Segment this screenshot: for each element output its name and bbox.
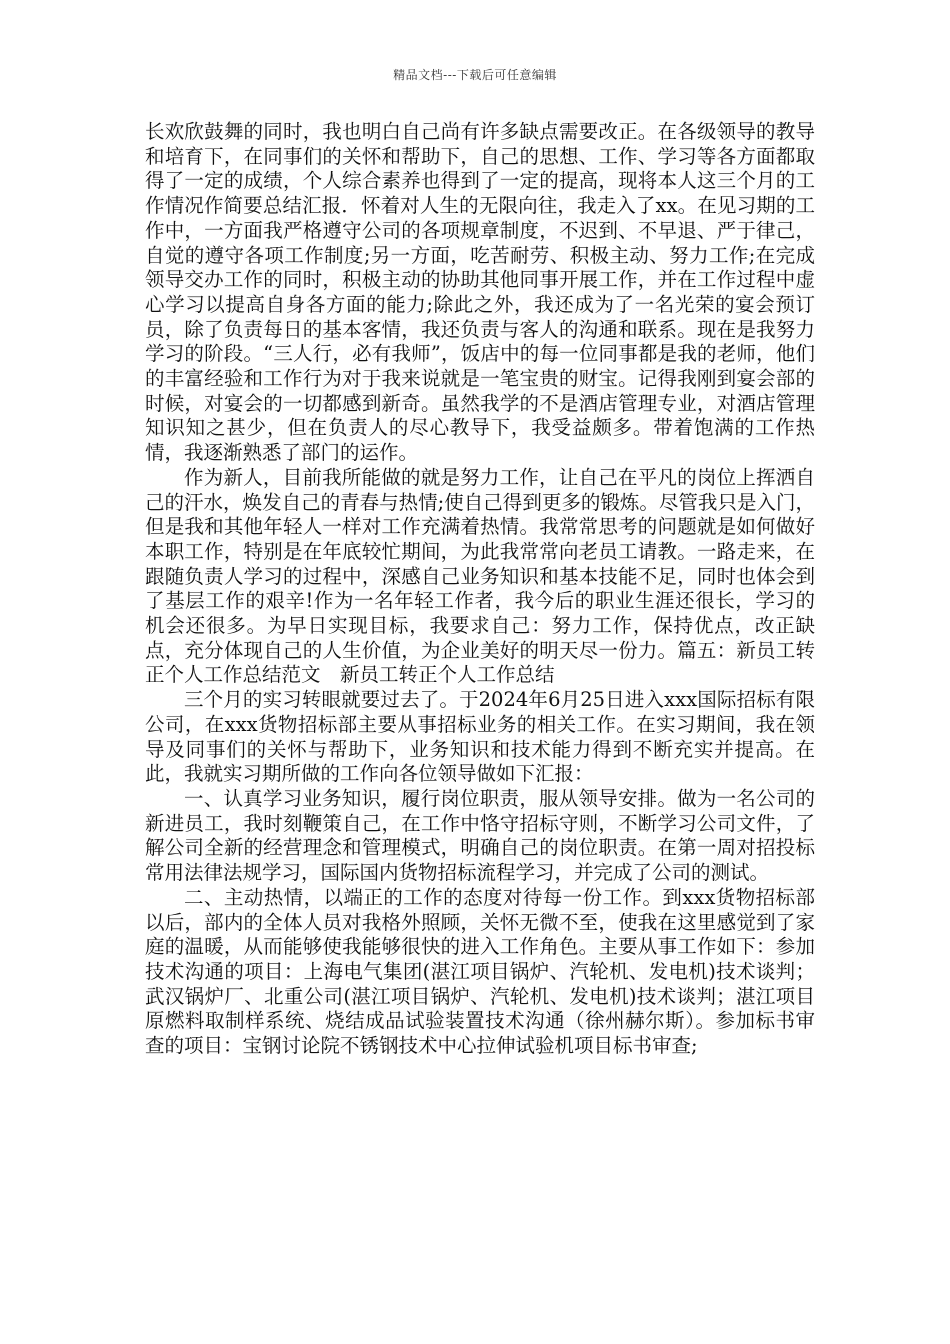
paragraph-3: 三个月的实习转眼就要过去了。于2024年6月25日进入xxx国际招标有限公司，在xxx货物招标部主要从事招标业务的相关工作。在实习期间，我在领导及同事们的关怀与帮助下，业务知识和技术能力得到不断充实并提高。在此，我就实习期所做的工作向各位领导做如下汇报： [145,688,815,786]
page-header: 精品文档---下载后可任意编辑 [393,68,557,82]
document-body [145,120,815,1059]
paragraph-2: 作为新人，目前我所能做的就是努力工作，让自己在平凡的岗位上挥洒自己的汗水，焕发自己的青春与热情;使自己得到更多的锻炼。尽管我只是入门，但是我和其他年轻人一样对工作充满着热情。我常常思考的问题就是如何做好本职工作，特别是在年底较忙期间，为此我常常向老员工请教。一路走来，在跟随负责人学习的过程中，深感自己业务知识和基本技能不足，同时也体会到了基层工作的艰辛!作为一名年轻工作者，我今后的职业生涯还很长，学习的机会还很多。为早日实现目标，我要求自己：努力工作，保持优点，改正缺点，充分体现自己的人生价值，为企业美好的明天尽一份力。篇五：新员工转正个人工作总结范文 新员工转正个人工作总结 [145,465,815,687]
paragraph-1: 长欢欣鼓舞的同时，我也明白自己尚有许多缺点需要改正。在各级领导的教导和培育下，在同事们的关怀和帮助下，自己的思想、工作、学习等各方面都取得了一定的成绩，个人综合素养也得到了一定的提高，现将本人这三个月的工作情况作简要总结汇报．怀着对人生的无限向往，我走入了xx。在见习期的工作中，一方面我严格遵守公司的各项规章制度，不迟到、不早退、严于律己，自觉的遵守各项工作制度;另一方面，吃苦耐劳、积极主动、努力工作;在完成领导交办工作的同时，积极主动的协助其他同事开展工作，并在工作过程中虚心学习以提高自身各方面的能力;除此之外，我还成为了一名光荣的宴会预订员，除了负责每日的基本客情，我还负责与客人的沟通和联系。现在是我努力学习的阶段。“三人行，必有我师”，饭店中的每一位同事都是我的老师，他们的丰富经验和工作行为对于我来说就是一笔宝贵的财宝。记得我刚到宴会部的时候，对宴会的一切都感到新奇。虽然我学的不是酒店管理专业，对酒店管理知识知之甚少，但在负责人的尽心教导下，我受益颇多。带着饱满的工作热情，我逐渐熟悉了部门的运作。 [145,120,815,465]
paragraph-5: 二、主动热情，以端正的工作的态度对待每一份工作。到xxx货物招标部以后，部内的全体人员对我格外照顾，关怀无微不至，使我在这里感觉到了家庭的温暖，从而能够使我能够很快的进入工作角色。主要从事工作如下：参加技术沟通的项目：上海电气集团(湛江项目锅炉、汽轮机、发电机)技术谈判；武汉锅炉厂、北重公司(湛江项目锅炉、汽轮机、发电机)技术谈判；湛江项目原燃料取制样系统、烧结成品试验装置技术沟通（徐州赫尔斯）。参加标书审查的项目：宝钢讨论院不锈钢技术中心拉伸试验机项目标书审查; [145,885,815,1058]
paragraph-4: 一、认真学习业务知识，履行岗位职责，服从领导安排。做为一名公司的新进员工，我时刻鞭策自己，在工作中恪守招标守则，不断学习公司文件，了解公司全新的经营理念和管理模式，明确自己的岗位职责。在第一周对招投标常用法律法规学习，国际国内货物招标流程学习，并完成了公司的测试。 [145,786,815,885]
